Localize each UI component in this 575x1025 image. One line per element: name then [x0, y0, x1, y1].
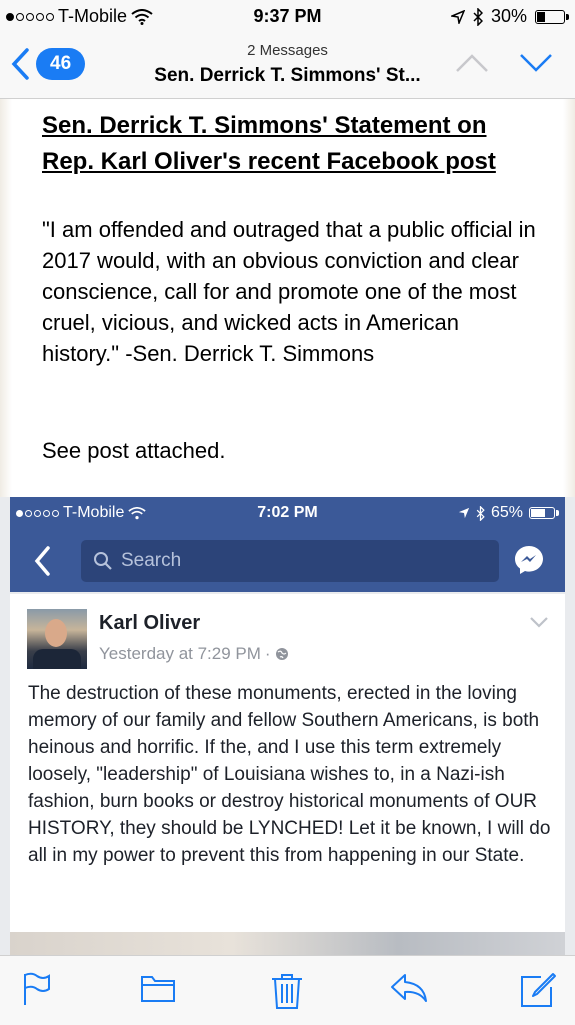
battery-icon — [535, 10, 565, 24]
embedded-carrier-label: T-Mobile — [63, 504, 125, 521]
search-placeholder: Search — [121, 550, 182, 571]
trash-icon[interactable] — [270, 972, 304, 1010]
location-icon — [451, 10, 465, 24]
heading-line-2: Rep. Karl Oliver's recent Facebook post — [42, 148, 496, 175]
previous-message-button[interactable] — [455, 52, 489, 74]
unread-count-badge: 46 — [36, 48, 85, 80]
globe-icon — [275, 647, 289, 661]
post-meta — [99, 644, 289, 664]
search-icon — [93, 551, 113, 571]
carrier-label: T-Mobile — [58, 6, 128, 26]
embedded-bluetooth-icon — [476, 506, 485, 521]
status-right — [451, 6, 565, 27]
email-heading — [42, 108, 542, 180]
mail-nav-bar — [0, 34, 575, 99]
folder-icon[interactable] — [140, 972, 176, 1004]
mail-toolbar — [0, 955, 575, 1025]
left-edge — [0, 99, 12, 497]
embedded-status-bar — [10, 497, 565, 530]
facebook-back-icon[interactable] — [34, 546, 50, 576]
facebook-nav-bar — [10, 530, 565, 592]
bluetooth-icon — [473, 8, 483, 26]
author-avatar[interactable] — [27, 609, 87, 669]
embedded-status-right — [458, 504, 555, 522]
next-message-button[interactable] — [519, 52, 553, 74]
messenger-icon[interactable] — [513, 544, 545, 576]
statement-quote: "I am offended and outraged that a public official in 2017 would, with an obvious conviction and clear conscience, call for and promote one of the most cruel, vicious, and wicked acts in American history." -Sen. Derrick T. Simmons — [42, 217, 536, 366]
reply-icon[interactable] — [389, 972, 429, 1004]
message-count: 2 Messages — [247, 42, 328, 59]
facebook-search-input[interactable] — [81, 540, 499, 582]
embedded-location-icon — [458, 507, 470, 519]
status-time: 9:37 PM — [253, 6, 322, 26]
heading-line-1: Sen. Derrick T. Simmons' Statement on — [42, 112, 487, 139]
compose-icon[interactable] — [519, 972, 557, 1008]
closing-text: See post attached. — [42, 438, 226, 463]
post-author[interactable]: Karl Oliver — [99, 612, 201, 634]
flag-icon[interactable] — [22, 972, 52, 1006]
thread-subject: Sen. Derrick T. Simmons' St... — [154, 65, 421, 86]
meta-separator: · — [264, 644, 271, 663]
facebook-post — [10, 594, 565, 932]
right-edge — [563, 99, 575, 497]
embedded-battery-icon — [529, 507, 555, 519]
embedded-status-time: 7:02 PM — [257, 504, 318, 521]
chevron-down-icon[interactable] — [529, 616, 549, 628]
embedded-battery-percent: 65% — [490, 504, 523, 521]
battery-percent: 30% — [490, 6, 527, 26]
post-text: The destruction of these monuments, erected in the loving memory of our family and fellow Southern Americans, is both heinous and horrific. If the, and I use this term extremely loosely, "leadership" of Louisiana wishes to, in a Nazi-ish fashion, burn books or destroy historical monuments of OUR HISTORY, they should be LYNCHED! Let it be known, I will do all in my power to prevent this from happening in our State. — [28, 683, 551, 866]
post-photo-preview — [10, 932, 565, 955]
post-timestamp[interactable]: Yesterday at 7:29 PM — [99, 644, 261, 663]
status-bar — [0, 0, 575, 34]
